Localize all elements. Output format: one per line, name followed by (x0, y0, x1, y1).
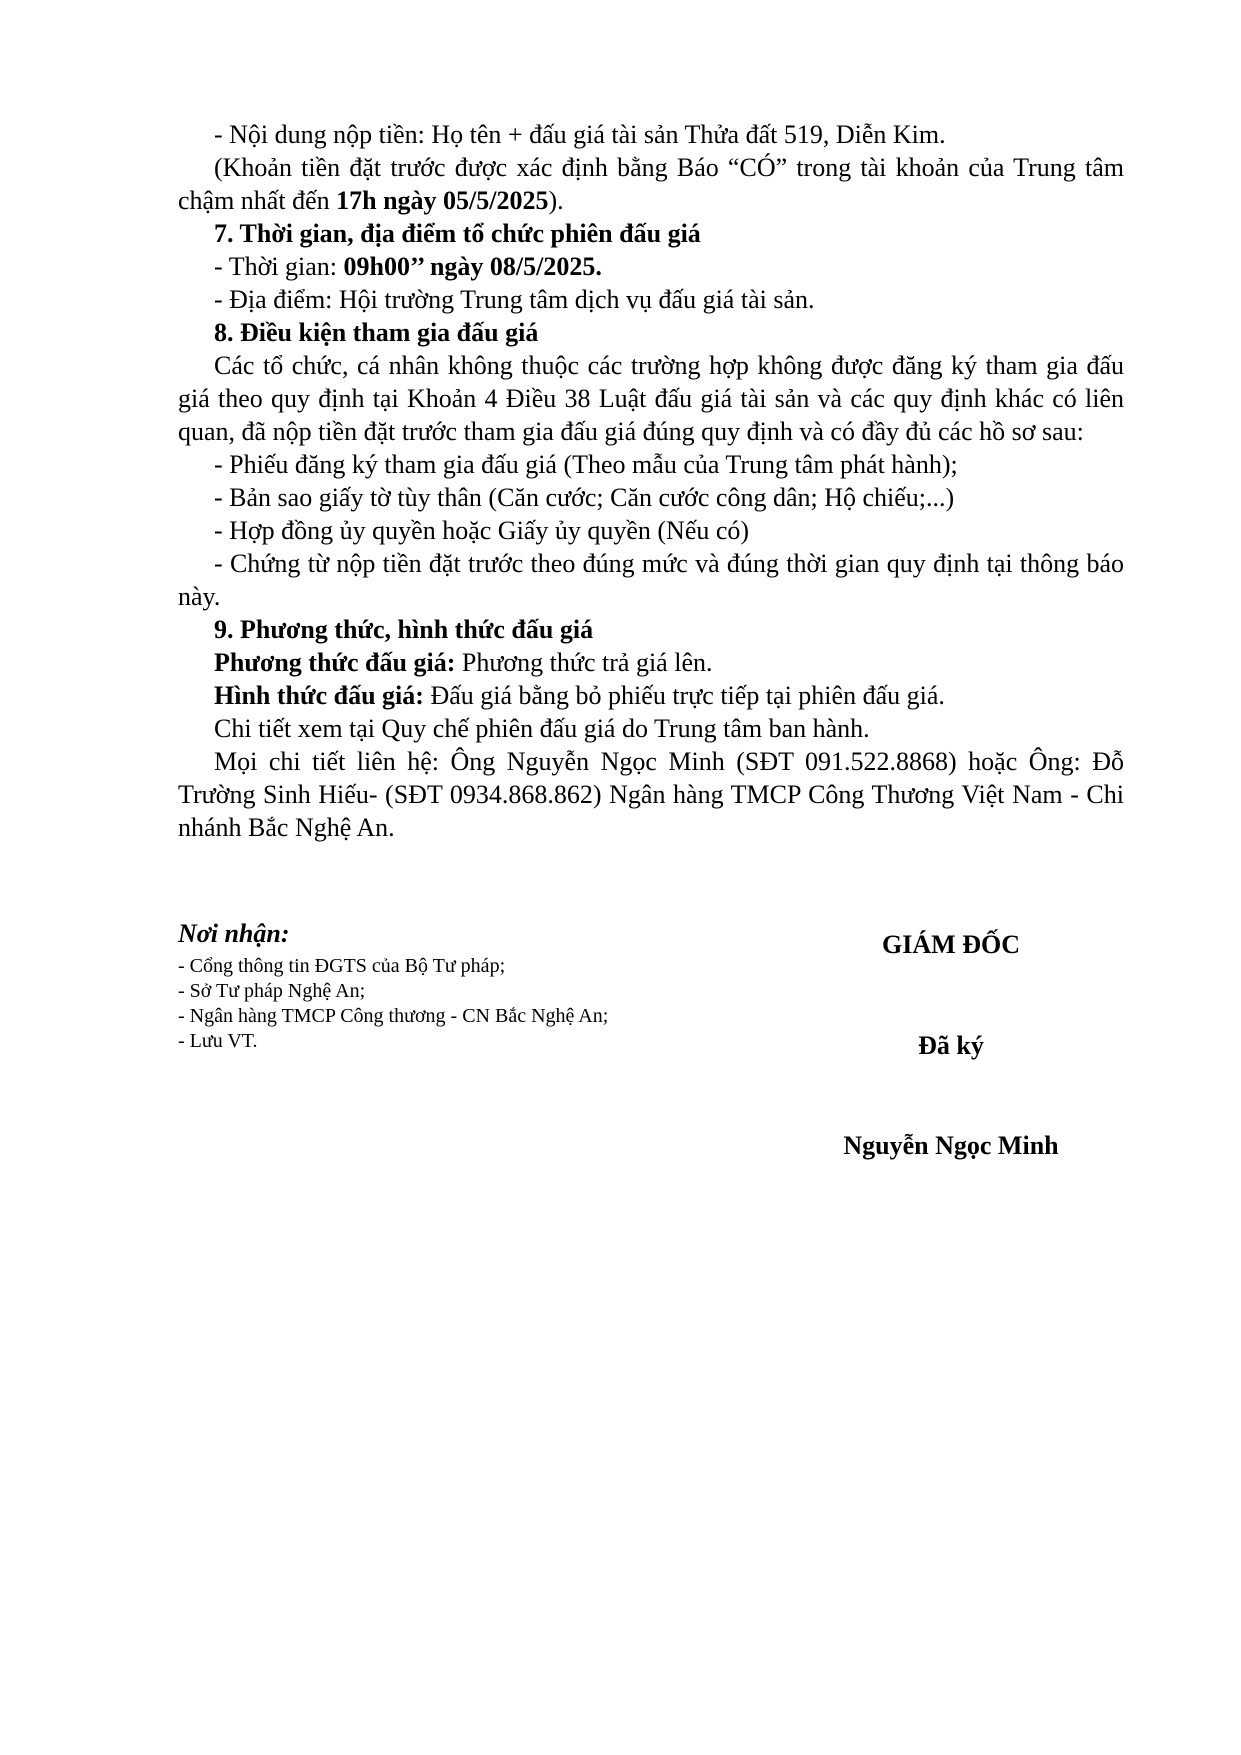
deposit-note-prefix: (Khoản tiền đặt trước được xác định bằng Báo “CÓ” trong tài khoản của Trung tâm chậm nhất đến (178, 153, 1124, 215)
requirement-item (178, 448, 1124, 481)
section-8-heading (178, 316, 1124, 349)
regulation-note (178, 712, 1124, 745)
requirement-item-text: - Hợp đồng ủy quyền hoặc Giấy ủy quyền (Nếu có) (214, 516, 750, 545)
auction-time-label: - Thời gian: (214, 252, 344, 281)
deposit-note (178, 151, 1124, 217)
document-footer (178, 918, 1124, 1178)
requirement-item-text: - Phiếu đăng ký tham gia đấu giá (Theo mẫu của Trung tâm phát hành); (214, 450, 958, 479)
payment-content-text: - Nội dung nộp tiền: Họ tên + đấu giá tài sản Thửa đất 519, Diễn Kim. (214, 120, 946, 149)
deposit-deadline: 17h ngày 05/5/2025 (336, 186, 549, 215)
requirement-item (178, 481, 1124, 514)
requirement-item (178, 547, 1124, 613)
auction-place-text: - Địa điểm: Hội trường Trung tâm dịch vụ đấu giá tài sản. (214, 285, 815, 314)
recipients-title: Nơi nhận: (178, 919, 290, 948)
document-body (178, 118, 1124, 844)
recipient-item: - Lưu VT. (178, 1030, 258, 1052)
auction-place-line (178, 283, 1124, 316)
contact-info (178, 745, 1124, 844)
auction-time-value: 09h00’’ ngày 08/5/2025. (343, 252, 602, 281)
auction-form-line (178, 679, 1124, 712)
section-7-heading (178, 217, 1124, 250)
recipient-item: - Cổng thông tin ĐGTS của Bộ Tư pháp; (178, 955, 506, 977)
participation-conditions (178, 349, 1124, 448)
signer-name: Nguyễn Ngọc Minh (843, 1131, 1059, 1160)
auction-form-label: Hình thức đấu giá: (214, 681, 424, 710)
section-9-heading (178, 613, 1124, 646)
requirement-item (178, 514, 1124, 547)
auction-time-line (178, 250, 1124, 283)
section-9-heading-text: 9. Phương thức, hình thức đấu giá (214, 615, 594, 644)
recipient-item: - Ngân hàng TMCP Công thương - CN Bắc Nghệ An; (178, 1005, 609, 1027)
recipient-item: - Sở Tư pháp Nghệ An; (178, 980, 366, 1002)
section-8-heading-text: 8. Điều kiện tham gia đấu giá (214, 318, 539, 347)
auction-method-label: Phương thức đấu giá: (214, 648, 456, 677)
deposit-note-suffix: ). (548, 186, 564, 215)
signed-mark: Đã ký (918, 1031, 984, 1060)
section-7-heading-text: 7. Thời gian, địa điểm tổ chức phiên đấu giá (214, 219, 701, 248)
auction-form-value: Đấu giá bằng bỏ phiếu trực tiếp tại phiên đấu giá. (423, 681, 945, 710)
requirement-item-text: - Chứng từ nộp tiền đặt trước theo đúng mức và đúng thời gian quy định tại thông báo này. (178, 549, 1124, 611)
auction-method-line (178, 646, 1124, 679)
requirement-item-text: - Bản sao giấy tờ tùy thân (Căn cước; Căn cước công dân; Hộ chiếu;...) (214, 483, 955, 512)
payment-content-line (178, 118, 1124, 151)
participation-conditions-text: Các tổ chức, cá nhân không thuộc các trường hợp không được đăng ký tham gia đấu giá theo quy định tại Khoản 4 Điều 38 Luật đấu giá tài sản và các quy định khác có liên quan, đã nộp tiền đặt trước tham gia đấu giá đúng quy định và có đầy đủ các hồ sơ sau: (178, 351, 1124, 446)
auction-method-value: Phương thức trả giá lên. (455, 648, 713, 677)
contact-info-text: Mọi chi tiết liên hệ: Ông Nguyễn Ngọc Minh (SĐT 091.522.8868) hoặc Ông: Đỗ Trường Sinh Hiếu- (SĐT 0934.868.862) Ngân hàng TMCP Công Thương Việt Nam - Chi nhánh Bắc Nghệ An. (178, 747, 1124, 842)
signer-title: GIÁM ĐỐC (882, 930, 1020, 959)
regulation-note-text: Chi tiết xem tại Quy chế phiên đấu giá do Trung tâm ban hành. (214, 714, 870, 743)
recipients-block (178, 918, 738, 1054)
